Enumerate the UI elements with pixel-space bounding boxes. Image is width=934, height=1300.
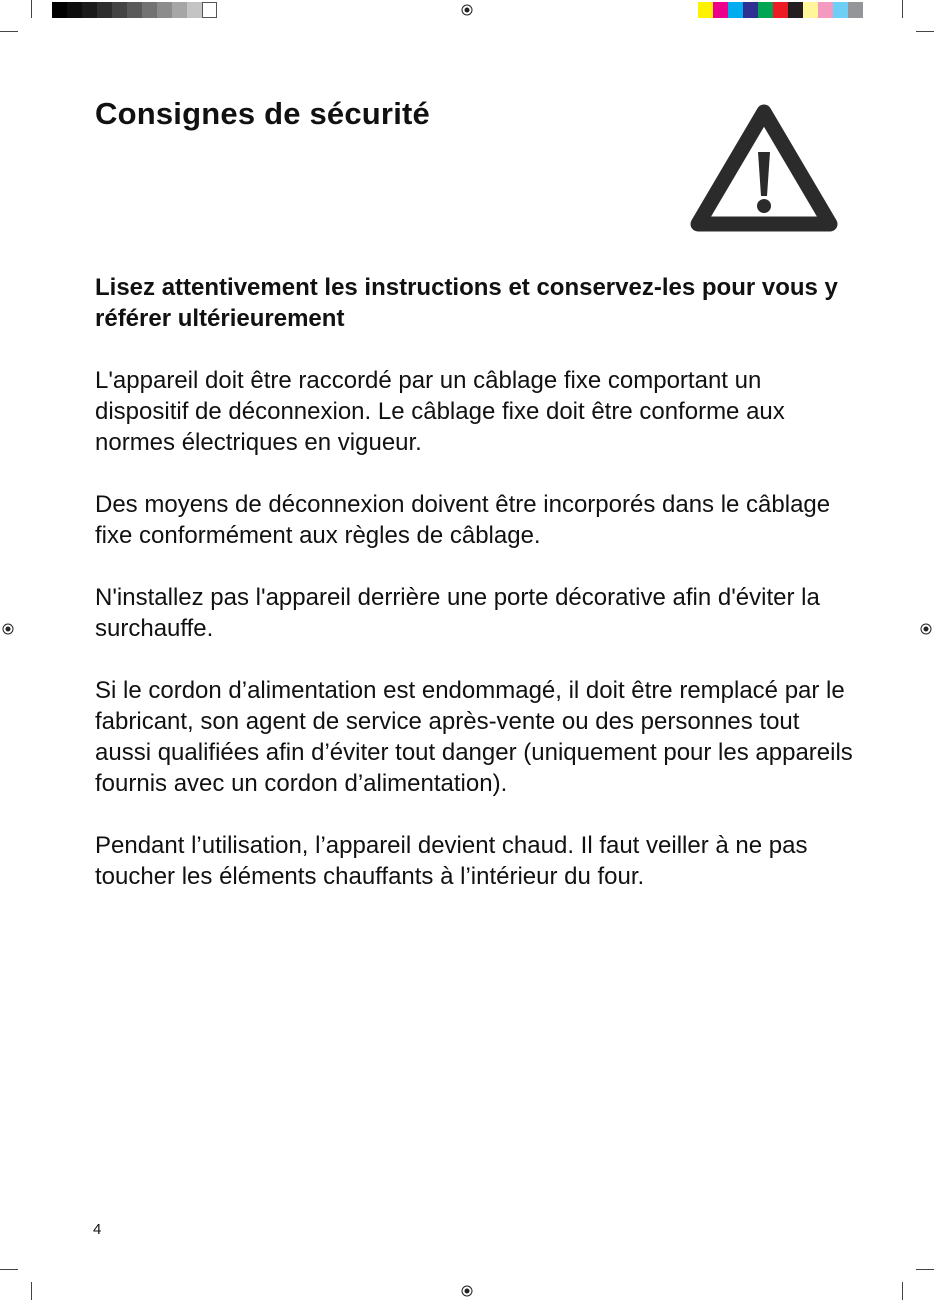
gray-swatch <box>112 2 127 18</box>
paragraph-decorative-door: N'installez pas l'appareil derrière une porte décorative afin d'éviter la surchauffe. <box>95 584 820 642</box>
color-swatch <box>788 2 803 18</box>
crop-mark <box>902 0 903 18</box>
crop-mark <box>916 31 934 32</box>
gray-swatch <box>127 2 142 18</box>
warning-triangle-icon <box>688 100 840 236</box>
registration-mark-icon <box>461 1285 473 1297</box>
intro-heading: Lisez attentivement les instructions et conservez-les pour vous y référer ultérieurement <box>95 274 838 332</box>
gray-swatch <box>82 2 97 18</box>
grayscale-color-bar <box>52 2 217 18</box>
paragraph-power-cord: Si le cordon d’alimentation est endommagé, il doit être remplacé par le fabricant, son agent de service après-vente ou des personnes tout aussi qualifiées afin d’éviter tout danger (uniquement pour les appareils fournis avec un cordon d’alimentation). <box>95 677 853 797</box>
page-title: Consignes de sécurité <box>95 96 430 131</box>
color-swatch <box>713 2 728 18</box>
gray-swatch <box>97 2 112 18</box>
registration-mark-icon <box>2 623 14 635</box>
color-swatch <box>833 2 848 18</box>
color-swatch <box>728 2 743 18</box>
crop-mark <box>31 1282 32 1300</box>
crop-mark <box>902 1282 903 1300</box>
crop-mark <box>0 31 18 32</box>
crop-mark <box>0 1269 18 1270</box>
page-number: 4 <box>93 1221 102 1238</box>
color-swatch <box>743 2 758 18</box>
crop-mark <box>31 0 32 18</box>
crop-mark <box>916 1269 934 1270</box>
paragraph-fixed-wiring: L'appareil doit être raccordé par un câblage fixe comportant un dispositif de déconnexion. Le câblage fixe doit être conforme aux normes électriques en vigueur. <box>95 367 785 456</box>
color-swatch <box>818 2 833 18</box>
gray-swatch <box>142 2 157 18</box>
color-swatch <box>698 2 713 18</box>
color-swatch <box>758 2 773 18</box>
gray-swatch <box>67 2 82 18</box>
registration-mark-icon <box>461 4 473 16</box>
gray-swatch <box>52 2 67 18</box>
color-swatch <box>848 2 863 18</box>
color-swatch <box>803 2 818 18</box>
gray-swatch <box>172 2 187 18</box>
gray-swatch <box>157 2 172 18</box>
safety-instructions <box>95 272 855 923</box>
gray-swatch <box>187 2 202 18</box>
paragraph-hot-appliance: Pendant l’utilisation, l’appareil devient chaud. Il faut veiller à ne pas toucher les éléments chauffants à l’intérieur du four. <box>95 832 808 890</box>
paragraph-disconnection: Des moyens de déconnexion doivent être incorporés dans le câblage fixe conformément aux règles de câblage. <box>95 491 831 549</box>
registration-mark-icon <box>920 623 932 635</box>
color-swatch <box>773 2 788 18</box>
process-color-bar <box>698 2 863 18</box>
gray-swatch <box>202 2 217 18</box>
